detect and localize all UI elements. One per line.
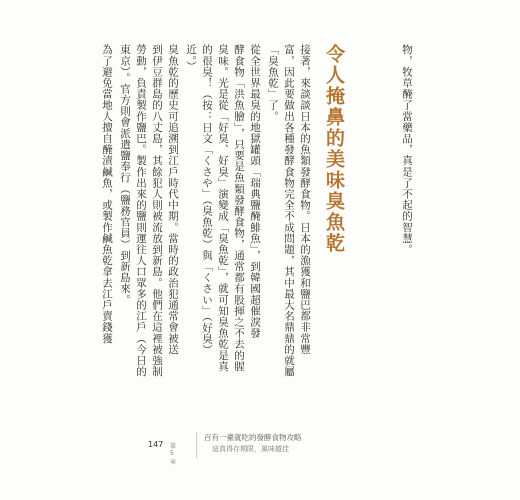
- chapter-label: 第5章: [170, 443, 177, 466]
- text-column-4: 「臭魚乾」了。: [267, 44, 279, 122]
- section-title: 令人掩鼻的美味臭魚乾: [323, 44, 345, 254]
- page-number: 147: [148, 440, 164, 449]
- text-column-8: 的很臭！（按：日文「くさや」（臭魚乾）與「くさい」（好臭）: [201, 44, 213, 356]
- text-column-3: 富，因此要做出各種發酵食物完全不成問題，其中最大名鼎鼎的就屬: [283, 44, 295, 377]
- text-column-11: 到伊豆群島的八丈島，其餘犯人則被流放到新島。他們在這裡被強制: [151, 44, 163, 377]
- text-column-12: 勞動，負責製作鹽巴。製作出來的鹽則運往人口眾多的江戶（今日的: [135, 44, 147, 377]
- text-column-7: 臭味。光是從「好臭、好臭」演變成「臭魚乾」，就可知臭魚乾是真: [217, 44, 229, 372]
- running-head-line2: 這真得存期限，風味越佳: [212, 445, 289, 453]
- text-column-6: 酵食物「洪魚膾」，只要是魚類發酵食物，通常都有股揮之不去的腥: [233, 44, 245, 372]
- text-column-1: 物，牧草醃了當藥品，真是了不起的智慧。: [401, 44, 413, 255]
- running-head-line1: 百有一臺就吃的發酵食物攻略: [204, 433, 302, 442]
- text-column-13: 東京）。官方則會派遣鹽奉行（鹽務官員）到新島來。: [119, 44, 131, 306]
- text-column-14: 為了避免當地人擅自醃漬鹹魚，或製作鹹魚乾拿去江戶賣錢獲: [101, 44, 113, 344]
- text-column-2: 接著，來談談日本的魚類發酵食物。日本的漁獲和鹽巴都非常豐: [299, 44, 311, 355]
- footer-divider: [196, 432, 197, 458]
- text-column-10: 臭魚乾的歷史可追溯到江戶時代中期。當時的政治犯通常會被送: [167, 44, 179, 355]
- text-column-5: 從全世界最臭的地獄罐頭「瑞典鹽醃鯡魚」，到韓國超催淚發: [249, 44, 261, 339]
- text-column-9: 近。）: [185, 44, 197, 73]
